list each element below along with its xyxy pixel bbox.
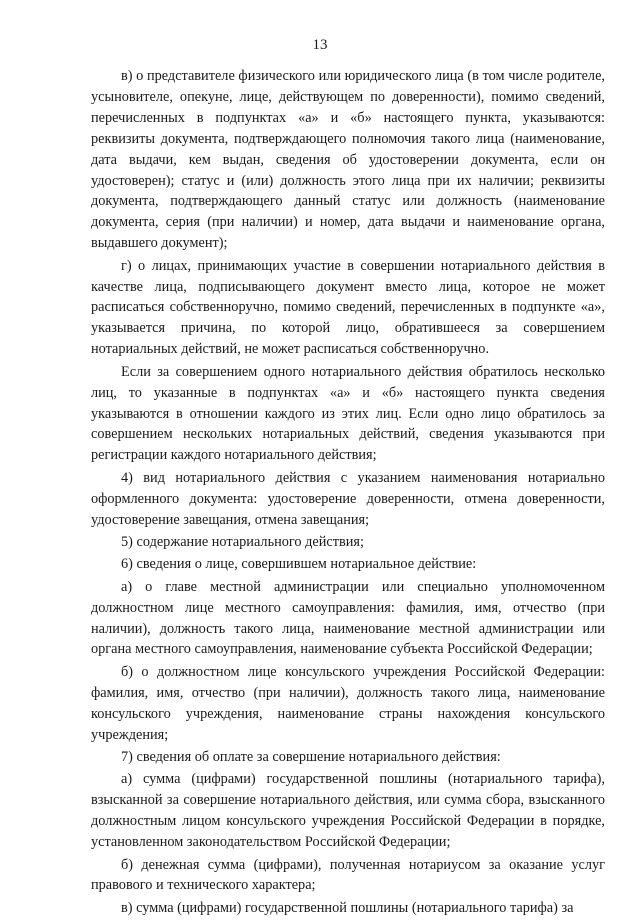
document-body [91, 66, 605, 920]
page-number: 13 [312, 37, 328, 53]
paragraph-item-6b: б) о должностном лице консульского учреждения Российской Федерации: фамилия, имя, отчество (при наличии), должность такого лица, наименование консульского учреждения, наименование страны нахождения консульского учреждения; [91, 663, 605, 743]
paragraph-multiple-persons: Если за совершением одного нотариального действия обратилось несколько лиц, то указанные в подпунктах «а» и «б» настоящего пункта сведения указываются в отношении каждого из этих лиц. Если одно лицо обратилось за совершением нескольких нотариальных действий, сведения указываются при регистрации каждого нотариального действия; [91, 363, 605, 464]
paragraph-item-7v: в) сумма (цифрами) государственной пошлины (нотариального тарифа) за [121, 899, 574, 916]
paragraph-representative: в) о представителе физического или юридического лица (в том числе родителе, усыновителе, опекуне, лице, действующем по доверенности), помимо сведений, перечисленных в подпунктах «а» и «б» настоящего пункта, указываются: реквизиты документа, подтверждающего полномочия такого лица (наименование, дата выдачи, кем выдан, сведения об удостоверении документа, если он удостоверен); статус и (или) должность этого лица при их наличии; реквизиты документа, подтверждающего данный статус или должность (наименование документа, серия (при наличии) и номер, дата выдачи и наименование органа, выдавшего документ); [91, 68, 605, 252]
paragraph-item-5: 5) содержание нотариального действия; [121, 533, 364, 550]
paragraph-signing-person: г) о лицах, принимающих участие в совершении нотариального действия в качестве лица, подписывающего документ вместо лица, которое не может расписаться собственноручно, помимо сведений, перечисленных в подпункте «а», указывается причина, по которой лицо, обратившееся за совершением нотариальных действий, не может расписаться собственноручно. [91, 257, 605, 358]
paragraph-item-7a: а) сумма (цифрами) государственной пошлины (нотариального тарифа), взысканной за совершение нотариального действия, или сумма сбора, взысканного должностным лицом консульского учреждения Российской Федерации в порядке, установленном законодательством Российской Федерации; [91, 771, 605, 851]
paragraph-item-6: 6) сведения о лице, совершившем нотариальное действие: [121, 556, 477, 573]
paragraph-item-4: 4) вид нотариального действия с указанием наименования нотариально оформленного документа: удостоверение доверенности, отмена доверенности, удостоверение завещания, отмена завещания; [91, 469, 605, 528]
paragraph-item-7b: б) денежная сумма (цифрами), полученная нотариусом за оказание услуг правового и технического характера; [91, 856, 605, 894]
paragraph-item-7: 7) сведения об оплате за совершение нотариального действия: [121, 749, 501, 765]
paragraph-item-6a: а) о главе местной администрации или специально уполномоченном должностном лице местного самоуправления: фамилия, имя, отчество (при наличии), должность такого лица, наименование местной администрации или органа местного самоуправления, наименование субъекта Российской Федерации; [91, 578, 605, 658]
